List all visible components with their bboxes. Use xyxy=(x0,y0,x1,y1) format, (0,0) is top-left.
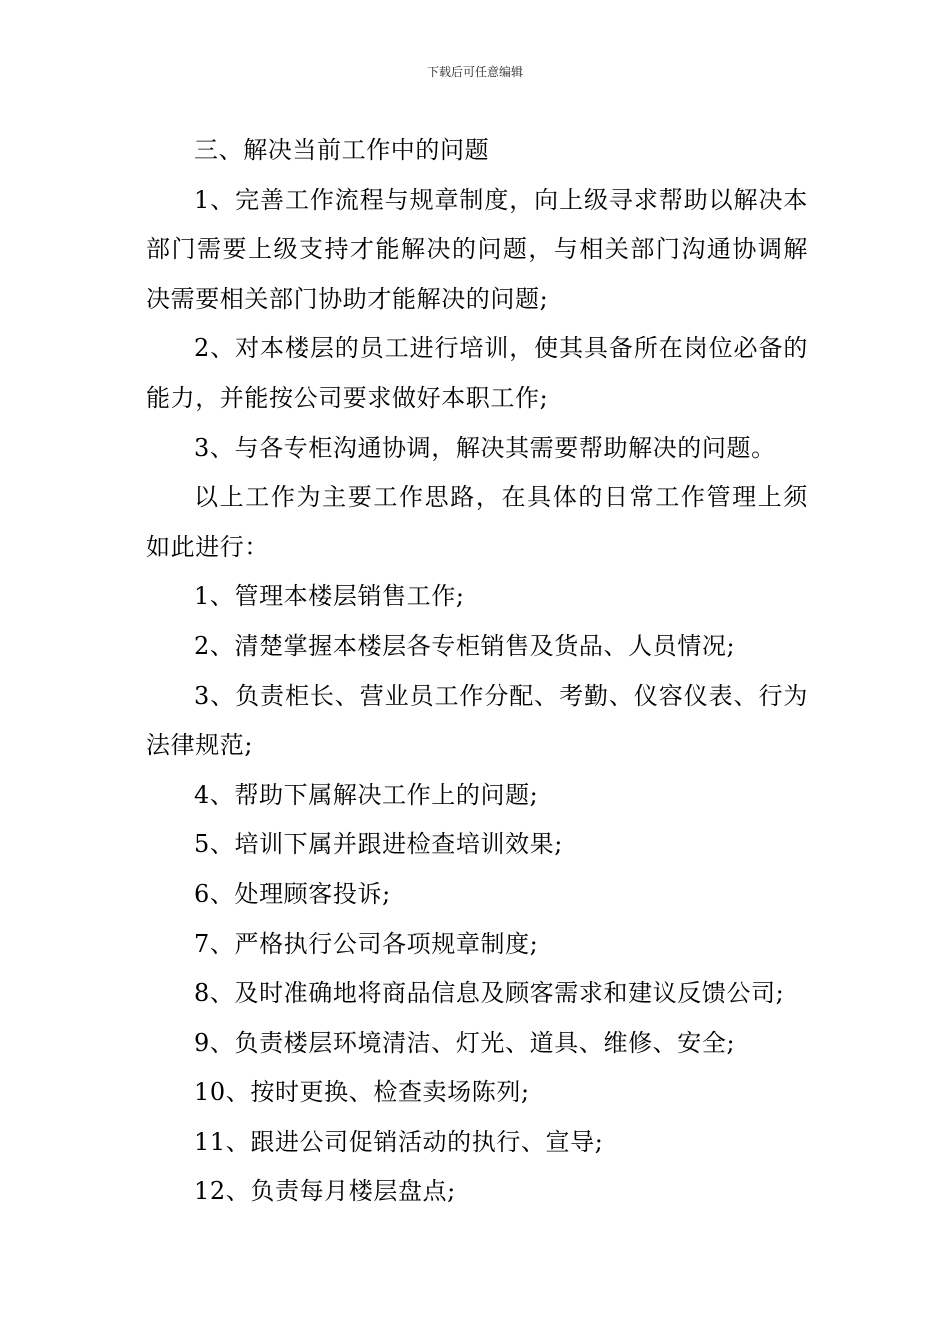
section-heading: 三、解决当前工作中的问题 xyxy=(194,136,490,164)
page-header: 下载后可任意编辑 xyxy=(426,65,523,79)
list-item: 8、及时准确地将商品信息及顾客需求和建议反馈公司; xyxy=(194,979,785,1008)
list-item: 5、培训下属并跟进检查培训效果; xyxy=(194,830,563,859)
list-item: 3、负责柜长、营业员工作分配、考勤、仪容仪表、行为法律规范; xyxy=(146,681,808,760)
document-body xyxy=(146,126,808,1217)
paragraph: 3、与各专柜沟通协调，解决其需要帮助解决的问题。 xyxy=(194,433,776,462)
list-item: 4、帮助下属解决工作上的问题; xyxy=(194,780,539,809)
list-item: 12、负责每月楼层盘点; xyxy=(194,1177,456,1206)
list-item: 11、跟进公司促销活动的执行、宣导; xyxy=(194,1127,604,1156)
paragraph: 以上工作为主要工作思路，在具体的日常工作管理上须如此进行： xyxy=(146,483,808,561)
list-item: 10、按时更换、检查卖场陈列; xyxy=(194,1078,530,1107)
list-item: 9、负责楼层环境清洁、灯光、道具、维修、安全; xyxy=(194,1028,736,1057)
list-item: 6、处理顾客投诉; xyxy=(194,879,391,908)
paragraph: 1、完善工作流程与规章制度，向上级寻求帮助以解决本部门需要上级支持才能解决的问题，与相关部门沟通协调解决需要相关部门协助才能解决的问题; xyxy=(146,185,808,313)
list-item: 7、严格执行公司各项规章制度; xyxy=(194,929,539,958)
list-item: 2、清楚掌握本楼层各专柜销售及货品、人员情况; xyxy=(194,631,736,660)
paragraph: 2、对本楼层的员工进行培训，使其具备所在岗位必备的能力，并能按公司要求做好本职工作; xyxy=(146,334,808,412)
list-item: 1、管理本楼层销售工作; xyxy=(194,582,465,611)
